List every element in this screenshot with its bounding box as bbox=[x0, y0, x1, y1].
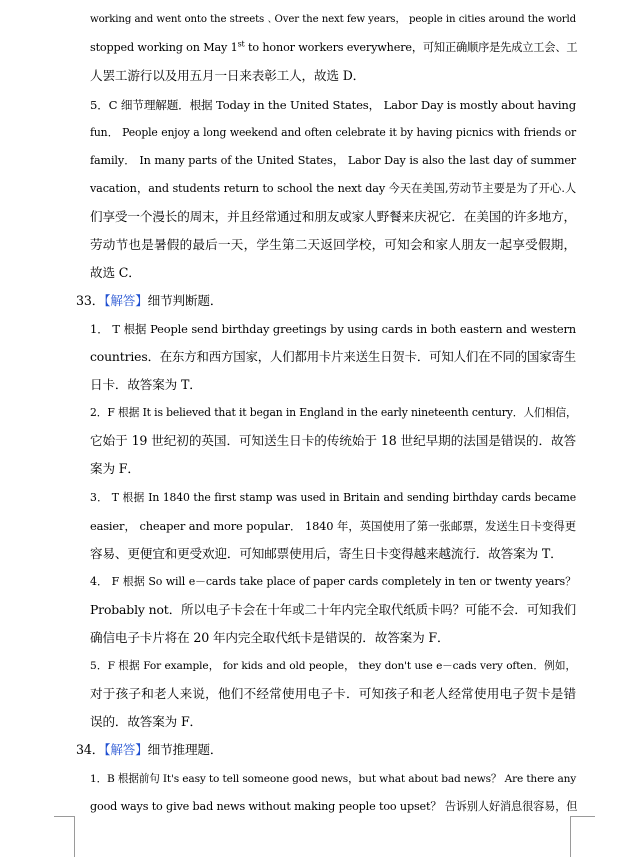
text-line: 确信电子卡片将在 20 年内完全取代纸卡是错误的．故答案为 F． bbox=[90, 630, 450, 645]
text-line: 人罢工游行以及用五月一日来表彰工人，故选 D． bbox=[90, 68, 366, 83]
answer-tag: 【解答】 bbox=[104, 742, 148, 757]
text-line: stopped working on May 1st to honor workers everywhere，可知正确顺序是先成立工会、工 bbox=[90, 39, 578, 54]
question-heading-34: 34．【解答】细节推理题． bbox=[76, 742, 223, 757]
text-line: 们享受一个漫长的周末，并且经常通过和朋友或家人野餐来庆祝它．在美国的许多地方， bbox=[90, 209, 576, 224]
margin-crop-mark-left bbox=[54, 816, 75, 857]
text-line: 故选 C． bbox=[90, 265, 141, 280]
text-line: 容易、更便宜和更受欢迎．可知邮票使用后，寄生日卡变得越来越流行．故答案为 T． bbox=[90, 546, 563, 561]
text-line: working and went onto the streets﹑Over the next few years， people in cities around the world bbox=[90, 14, 576, 25]
text-line: 5．F 根据 For example， for kids and old people， they don't use e－cads very often．例如， bbox=[90, 660, 576, 672]
answer-tag: 【解答】 bbox=[104, 293, 148, 308]
text-line: 4． F 根据 So will e－cards take place of paper cards completely in ten or twenty years？ bbox=[90, 575, 576, 588]
text-line: Probably not．所以电子卡会在十年或二十年内完全取代纸质卡吗？可能不会．可知我们 bbox=[90, 602, 576, 617]
text-line: 1． T 根据 People send birthday greetings by using cards in both eastern and western bbox=[90, 322, 576, 336]
text-line: 日卡．故答案为 T． bbox=[90, 377, 202, 392]
text-line: 劳动节也是暑假的最后一天，学生第二天返回学校，可知会和家人朋友一起享受假期， bbox=[90, 237, 576, 252]
text-line: good ways to give bad news without making people too upset？ 告诉别人好消息很容易，但 bbox=[90, 800, 578, 813]
text-line: 对于孩子和老人来说，他们不经常使用电子卡．可知孩子和老人经常使用电子贺卡是错 bbox=[90, 686, 576, 701]
text-line: family． In many parts of the United States， Labor Day is also the last day of summer bbox=[90, 154, 576, 167]
text-line: vacation，and students return to school the next day 今天在美国,劳动节主要是为了开心.人 bbox=[90, 182, 576, 195]
question-heading-33: 33．【解答】细节判断题． bbox=[76, 293, 223, 308]
text-line: 它始于 19 世纪初的英国．可知送生日卡的传统始于 18 世纪早期的法国是错误的．故答 bbox=[90, 433, 576, 448]
text-line: 2．F 根据 It is believed that it began in England in the early nineteenth century．人们相信， bbox=[90, 406, 577, 419]
text-line: 1．B 根据前句 It's easy to tell someone good news，but what about bad news？ Are there any bbox=[90, 773, 577, 785]
text-line: 案为 F． bbox=[90, 461, 140, 476]
margin-crop-mark-right bbox=[570, 816, 595, 857]
text-line: easier， cheaper and more popular． 1840 年，英国使用了第一张邮票，发送生日卡变得更 bbox=[90, 519, 576, 533]
text-line: 误的．故答案为 F． bbox=[90, 714, 202, 729]
text-line: 3． T 根据 In 1840 the first stamp was used in Britain and sending birthday cards became bbox=[90, 491, 576, 504]
text-line: countries．在东方和西方国家，人们都用卡片来送生日贺卡．可知人们在不同的国家寄生 bbox=[90, 349, 576, 364]
text-line: fun． People enjoy a long weekend and often celebrate it by having picnics with friends or bbox=[90, 126, 576, 139]
text-line: 5．C 细节理解题．根据 Today in the United States， Labor Day is mostly about having bbox=[90, 98, 576, 112]
